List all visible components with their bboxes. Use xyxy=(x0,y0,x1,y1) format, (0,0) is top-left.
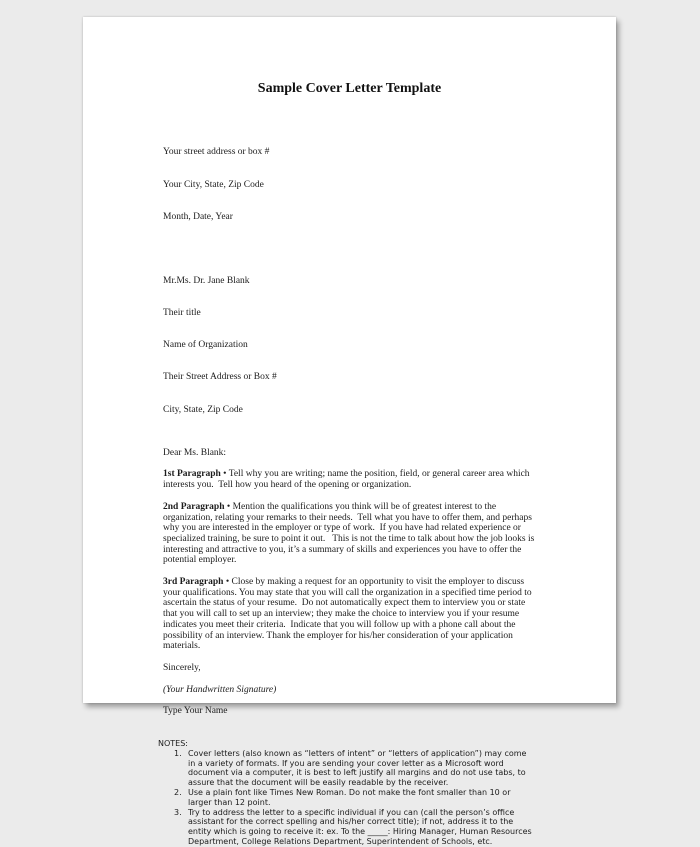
first-paragraph-text: Tell why you are writing; name the position, field, or general career area which interests you. Tell how you heard of the opening or organization. xyxy=(163,469,532,491)
third-paragraph xyxy=(163,577,541,652)
sender-address-block xyxy=(163,126,541,244)
cover-letter-page xyxy=(83,17,616,847)
recipient-address-line: City, State, Zip Code xyxy=(163,404,243,415)
bullet-separator: • xyxy=(224,501,233,512)
bullet-separator: • xyxy=(223,577,232,588)
note-item-3 xyxy=(158,808,541,847)
note-item-2 xyxy=(158,788,541,808)
sender-address-line: Your City, State, Zip Code xyxy=(163,179,264,190)
recipient-address-line: Mr.Ms. Dr. Jane Blank xyxy=(163,276,250,287)
second-paragraph-text: Mention the qualifications you think will be of greatest interest to the organization, relating your remarks to their needs. Tell what you have to offer them, and perhaps why you are interested in the employer or type of work. If you have had related experience or specialized training, be sure to point it out. This is not the time to talk about how the job looks is interesting and attractive to you, it’s a summary of skills and experiences you have to offer the potential employer. xyxy=(163,501,537,566)
signature-placeholder: (Your Handwritten Signature) xyxy=(163,684,277,695)
second-paragraph xyxy=(163,502,541,566)
recipient-address-line: Name of Organization xyxy=(163,340,248,351)
page-title: Sample Cover Letter Template xyxy=(257,81,442,96)
bullet-separator: • xyxy=(220,469,229,480)
recipient-address-block xyxy=(163,255,541,437)
sender-address-line: Month, Date, Year xyxy=(163,211,233,222)
first-paragraph xyxy=(163,469,541,490)
note-text: Try to address the letter to a specific individual if you can (call the person’s office assistant for the correct spelling and his/her correct title); if not, address it to the entity which is going to receive it: ex. To the _____: Hiring Manager, Human Resources Department, College Relations Department, Superintendent of Schools, etc. xyxy=(188,807,535,847)
recipient-address-line: Their title xyxy=(163,308,201,319)
note-item-1 xyxy=(158,749,541,788)
salutation: Dear Ms. Blank: xyxy=(163,447,227,458)
letter-body xyxy=(83,126,616,847)
note-text: Cover letters (also known as “letters of intent” or “letters of application”) may come in a variety of formats. If you are sending your cover letter as a Microsoft word document via a computer, it is best to left justify all margins and do not use tabs, to assure that the document will be easily readable by the receiver. xyxy=(188,748,530,788)
typed-name: Type Your Name xyxy=(163,706,228,717)
sender-address-line: Your street address or box # xyxy=(163,147,270,158)
third-paragraph-text: Close by making a request for an opportunity to visit the employer to discuss your qualifications. You may state that you will call the organization in a specified time period to ascertain the status of your resume. Do not automatically expect them to interview you or state that you will call to set up an interview; they make the choice to interview you if your resume indicates you meet their criteria. Indicate that you will follow up with a phone call about the possibility of an interview. Thank the employer for his/her consideration of your application materials. xyxy=(163,577,535,652)
note-number: 3. xyxy=(174,807,182,817)
notes-section xyxy=(158,739,541,847)
third-paragraph-label: 3rd Paragraph xyxy=(163,577,224,588)
note-number: 2. xyxy=(174,788,182,798)
second-paragraph-label: 2nd Paragraph xyxy=(163,501,225,512)
recipient-address-line: Their Street Address or Box # xyxy=(163,372,277,383)
notes-heading: NOTES: xyxy=(158,739,188,749)
closing: Sincerely, xyxy=(163,662,201,673)
first-paragraph-label: 1st Paragraph xyxy=(163,469,221,480)
note-text: Use a plain font like Times New Roman. Do not make the font smaller than 10 or larger than 12 point. xyxy=(188,788,514,807)
note-number: 1. xyxy=(174,748,182,758)
